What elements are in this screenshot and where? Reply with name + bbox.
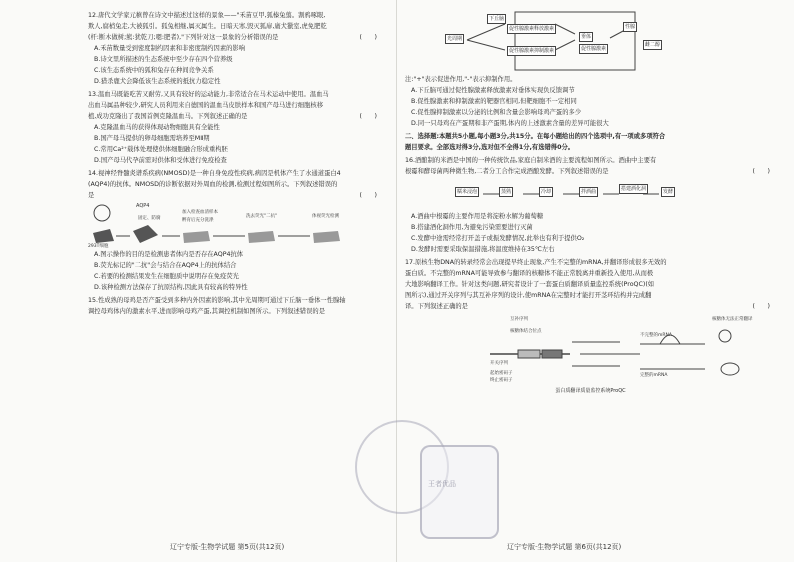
- q15-option-a: A.下丘脑可通过促性腺激素释放激素对垂体实现负反馈调节: [411, 87, 575, 94]
- q14-option-d: D.该种检测方法保存了抗原结构,因此具有较高的特异性: [94, 284, 248, 291]
- watermark-text: 王者优品: [428, 480, 456, 488]
- q16-option-c: C.发酵中途需经常打开盖子或振发酵情况,此举也有利于提供O₂: [411, 235, 585, 242]
- q13-option-a: A.克隆温血马的获得体现动物细胞具有全能性: [94, 124, 220, 131]
- diagram-label: 加入检查血清样本: [182, 210, 218, 215]
- q15-option-b: B.促性腺激素和抑制激素的靶器官相同,但靶细胞不一定相同: [411, 98, 577, 105]
- diagram-box: 促性腺激素释放激素: [509, 26, 555, 32]
- q16-option-b: B.搭建酒化洞作用,为避免污染需要进行灭菌: [411, 224, 533, 231]
- q15-option-c: C.促性腺抑制激素以分泌的比例和含量会影响母鸡产蛋的多少: [411, 109, 582, 116]
- q12-line: 欺人,腐梢兔走,大被狐引。狐兔相继,属灭属生。日暗天寒,毁灭狐扉,廣犬獵室,虎免肥乾: [88, 23, 327, 30]
- diagram-label: 洗去荧光"二抗": [246, 214, 278, 219]
- q15-line: 调控母鸡体内的激素水平,进而影响母鸡产蛋,其调控机制如图所示。下列叙述错误的是: [88, 308, 325, 315]
- q17-line: 译。下列叙述正确的是 ( ): [405, 303, 770, 310]
- q16-flowchart: [455, 179, 776, 209]
- diagram-box: 雌二醇: [645, 42, 661, 48]
- q13-option-c: C.常用Ca²⁺载体处理使供体细胞融合形成重构胚: [94, 146, 228, 153]
- q13-line: 13.温血马既能吃苦又耐劳,又具有较好的运动能力,非常适合在马术运动中使用。温血马: [88, 91, 329, 98]
- q12-option-b: B.诗文里所描述的生态系统中至少存在四个营养级: [94, 56, 233, 63]
- diagram-box: 促性腺激素: [581, 46, 607, 52]
- q15-note: 注:"+"表示促进作用,"-"表示抑制作用。: [405, 76, 517, 83]
- q17-line: 图所示),通过开关序列与其互补序列的设计,使mRNA在完整时才能打开茎环结构并完成翻: [405, 292, 652, 299]
- diagram-label: 293T细胞: [88, 244, 109, 249]
- flow-step: 蒸熟: [501, 189, 512, 195]
- q17-line: 蛋白质。不完整的mRNA可能导致参与翻译的核糖体不能正常脱离并重新投入使用,从而极: [405, 270, 654, 277]
- q12-option-c: C.该生态系统中的狐和兔存在种间竞争关系: [94, 67, 214, 74]
- diagram-box: 下丘脑: [489, 16, 505, 22]
- question-15: [88, 295, 383, 317]
- q14-line: 是 ( ): [88, 192, 377, 199]
- watermark-seal: [420, 445, 499, 539]
- diagram-box: 垂体: [581, 34, 592, 40]
- diagram-label: 固定、防腐: [138, 216, 161, 221]
- diagram-box: 光周期: [447, 36, 463, 42]
- diagram-label: 孵育后充分洗涤: [182, 218, 214, 223]
- flow-step: 拌酒曲: [581, 189, 597, 195]
- q15-line: 15.性成熟的母鸡是否产蛋受到多种内外因素的影响,其中光周期可通过下丘脑一垂体一性腺轴: [88, 297, 346, 304]
- q14-option-c: C.若要的检测结果发生在细胞质中说明存在免疫荧光: [94, 273, 239, 280]
- q14-option-b: B.荧光标记的"二抗"会与结合在AQP4上的抗体结合: [94, 262, 237, 269]
- question-16: [405, 155, 776, 255]
- flow-step: 糯米浸泡: [457, 189, 478, 195]
- diagram-label: 开关序列: [490, 361, 508, 366]
- q12-option-a: A.禾苗数量受到密度制约因素和非密度制约因素的影响: [94, 45, 246, 52]
- q13-line: 植,成功克隆出了我国首例克隆温血马。下列叙述正确的是 ( ): [88, 113, 377, 120]
- q12-option-d: D.猎杀鹿犬会降低该生态系统的抵抗力稳定性: [94, 78, 221, 85]
- diagram-box: 促性腺激素抑制激素: [509, 48, 555, 54]
- q14-line: 14.视神经脊髓炎谱系疾病(NMOSD)是一种自身免疫性疾病,病因是机体产生了水通道蛋白4: [88, 170, 341, 177]
- diagram-label: 核糖体结合位点: [510, 329, 542, 334]
- page-footer: 辽宁专版·生物学试题 第6页(共12页): [507, 543, 622, 551]
- diagram-box: 性腺: [625, 24, 636, 30]
- q16-option-d: D.发酵时需要采取保温措施,将温度维持在35℃左右: [411, 246, 555, 253]
- q17-line: 大地影响翻译工作。针对这类问题,研究者设计了一套蛋白质翻译质量监控系统(ProQC)(如: [405, 281, 655, 288]
- q16-option-a: A.酒曲中根霉的主要作用是将淀粉水解为葡萄糖: [411, 213, 544, 220]
- diagram-label: 终止密码子: [490, 378, 513, 383]
- q17-line: 17.原核生物DNA的转录经常会出现提早终止现象,产生不完整的mRNA,并翻译形成很多无效的: [405, 259, 667, 266]
- q16-line: 根霉和酵母菌两种微生物,二者分工合作完成酒酿发酵。下列叙述错误的是 ( ): [405, 168, 770, 175]
- question-17: [405, 257, 776, 397]
- q14-diagram: [88, 203, 383, 247]
- section-heading: 二、选择题:本题共5小题,每小题3分,共15分。在每小题给出的四个选项中,有一项或多项符合: [405, 133, 666, 140]
- section-heading: 题目要求。全部选对得3分,选对但不全得1分,有选错得0分。: [405, 144, 575, 151]
- q15-diagram: [445, 10, 776, 72]
- q15-continued: [405, 74, 776, 129]
- diagram-label: 体视荧光检测: [312, 214, 339, 219]
- question-13: [88, 89, 383, 166]
- q13-option-b: B.国产母马提供的卵母细胞需培养至MⅡ期: [94, 135, 210, 142]
- flow-step: 冷却: [541, 189, 552, 195]
- q13-option-d: D.国产母马代孕前需对供体和受体进行免疫检查: [94, 157, 227, 164]
- q12-line: 12.唐代文学家元稹曾在诗文中描述过这样的景象——"禾苗豆甲,狐榛兔翦。割鸦啄眼,: [88, 12, 326, 19]
- section-2-header: [405, 131, 776, 153]
- diagram-label: AQP4: [136, 203, 150, 209]
- q14-option-a: A.图示操作的目的是检测患者体内是否存在AQP4抗体: [94, 251, 244, 258]
- q14-line: (AQP4)的抗体。NMOSD的诊断依据对外周血的检测,检测过程如图所示。下列叙述错误的: [88, 181, 338, 188]
- flow-step: 发酵: [663, 189, 674, 195]
- q13-line: 出血马属品种较少,研究人员利用来自德国的温血马皮肤样本和国产母马进行细胞核移: [88, 102, 323, 109]
- q12-line: (杆:断木做树;熊:犹乾刀;嗯:肥者),"下列针对这一景象的分析错误的是 ( ): [88, 34, 377, 41]
- question-14: [88, 168, 383, 293]
- q16-line: 16.酒酿制的米酒是中国的一种传统饮品,家庭自制米酒的主要流程如图所示。酒曲中主要有: [405, 157, 657, 164]
- question-12: [88, 10, 383, 87]
- q15-option-d: D.同一只母鸡在产蛋期和非产蛋期,体内的上述激素含量的差异可能很大: [411, 120, 609, 127]
- diagram-label: 完整的mRNA: [640, 373, 668, 378]
- flow-step: 搭建酒化洞: [621, 186, 647, 192]
- diagram-label: 核糖体无法正常翻译: [712, 317, 753, 322]
- diagram-label: 不完整的mRNA: [640, 333, 672, 338]
- diagram-caption: 蛋白质翻译质量监控系统ProQC: [555, 388, 626, 394]
- q17-diagram: [490, 314, 776, 384]
- diagram-label: 互补序列: [510, 317, 528, 322]
- diagram-label: 起始密码子: [490, 371, 513, 376]
- page-footer: 辽宁专版·生物学试题 第5页(共12页): [170, 543, 285, 551]
